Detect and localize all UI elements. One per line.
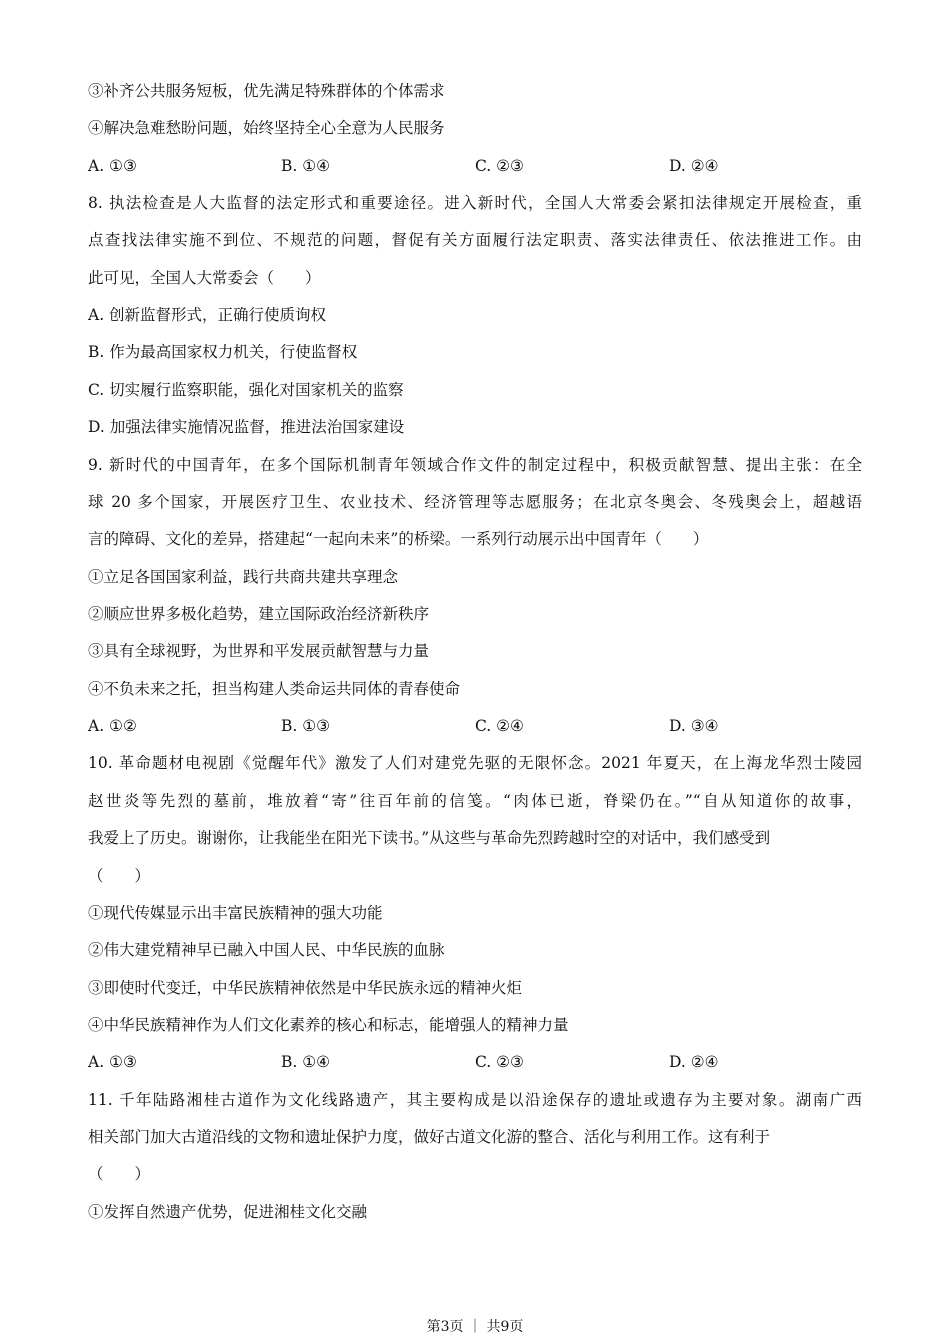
q9-stem-line-2: 球 20 多个国家，开展医疗卫生、农业技术、经济管理等志愿服务；在北京冬奥会、冬残奥会上，超越语 bbox=[88, 493, 862, 511]
q10-statement-1: ①现代传媒显示出丰富民族精神的强大功能 bbox=[88, 904, 383, 922]
q9-option-a: A. ①② bbox=[88, 717, 137, 735]
q8-stem-line-1: 8. 执法检查是人大监督的法定形式和重要途径。进入新时代，全国人大常委会紧扣法律规定开展检查，重 bbox=[88, 194, 862, 212]
q7-option-a: A. ①③ bbox=[88, 157, 137, 175]
q9-option-c: C. ②④ bbox=[475, 717, 524, 735]
q11-answer-blank: （ ） bbox=[88, 1165, 151, 1183]
q10-statement-2: ②伟大建党精神早已融入中国人民、中华民族的血脉 bbox=[88, 941, 445, 959]
q9-stem-line-3: 言的障碍、文化的差异，搭建起“一起向未来”的桥梁。一系列行动展示出中国青年（ ） bbox=[88, 530, 709, 548]
q9-option-b: B. ①③ bbox=[281, 717, 331, 735]
q7-option-b: B. ①④ bbox=[281, 157, 331, 175]
q9-option-d: D. ③④ bbox=[669, 717, 719, 735]
q10-answer-blank: （ ） bbox=[88, 867, 151, 885]
q10-stem-line-1: 10. 革命题材电视剧《觉醒年代》激发了人们对建党先驱的无限怀念。2021 年夏天，在上海龙华烈士陵园 bbox=[88, 754, 862, 772]
q10-statement-4: ④中华民族精神作为人们文化素养的核心和标志，能增强人的精神力量 bbox=[88, 1016, 569, 1034]
q9-stem-line-1: 9. 新时代的中国青年，在多个国际机制青年领域合作文件的制定过程中，积极贡献智慧、提出主张：在全 bbox=[88, 456, 862, 474]
q10-option-d: D. ②④ bbox=[669, 1053, 719, 1071]
q8-option-d: D. 加强法律实施情况监督，推进法治国家建设 bbox=[88, 418, 405, 436]
q8-option-b: B. 作为最高国家权力机关，行使监督权 bbox=[88, 343, 358, 361]
q11-statement-1: ①发挥自然遗产优势，促进湘桂文化交融 bbox=[88, 1203, 368, 1221]
q9-statement-2: ②顺应世界多极化趋势，建立国际政治经济新秩序 bbox=[88, 605, 430, 623]
q10-stem-line-2: 赵世炎等先烈的墓前，堆放着“寄”往百年前的信笺。“肉体已逝，脊梁仍在。”“自从知道你的故事， bbox=[88, 792, 862, 810]
q9-statement-1: ①立足各国国家利益，践行共商共建共享理念 bbox=[88, 568, 399, 586]
page-footer: 第3页 ｜ 共9页 bbox=[426, 1319, 524, 1335]
q10-option-c: C. ②③ bbox=[475, 1053, 524, 1071]
q8-option-a: A. 创新监督形式，正确行使质询权 bbox=[88, 306, 327, 324]
q7-statement-3: ③补齐公共服务短板，优先满足特殊群体的个体需求 bbox=[88, 82, 445, 100]
q9-statement-4: ④不负未来之托，担当构建人类命运共同体的青春使命 bbox=[88, 680, 461, 698]
q7-option-c: C. ②③ bbox=[475, 157, 524, 175]
q10-statement-3: ③即使时代变迁，中华民族精神依然是中华民族永远的精神火炬 bbox=[88, 979, 523, 997]
q9-statement-3: ③具有全球视野，为世界和平发展贡献智慧与力量 bbox=[88, 642, 430, 660]
q8-stem-line-2: 点查找法律实施不到位、不规范的问题，督促有关方面履行法定职责、落实法律责任、依法推进工作。由 bbox=[88, 231, 862, 249]
q8-stem-line-3: 此可见，全国人大常委会（ ） bbox=[88, 269, 321, 287]
q11-stem-line-2: 相关部门加大古道沿线的文物和遗址保护力度，做好古道文化游的整合、活化与利用工作。这有利于 bbox=[88, 1128, 771, 1146]
q10-option-a: A. ①③ bbox=[88, 1053, 137, 1071]
q8-option-c: C. 切实履行监察职能，强化对国家机关的监察 bbox=[88, 381, 404, 399]
q11-stem-line-1: 11. 千年陆路湘桂古道作为文化线路遗产，其主要构成是以沿途保存的遗址或遗存为主要对象。湖南广西 bbox=[88, 1091, 862, 1109]
q7-statement-4: ④解决急难愁盼问题，始终坚持全心全意为人民服务 bbox=[88, 119, 445, 137]
q7-option-d: D. ②④ bbox=[669, 157, 719, 175]
q10-stem-line-3: 我爱上了历史。谢谢你，让我能坐在阳光下读书。”从这些与革命先烈跨越时空的对话中，我们感受到 bbox=[88, 829, 771, 847]
q10-option-b: B. ①④ bbox=[281, 1053, 331, 1071]
